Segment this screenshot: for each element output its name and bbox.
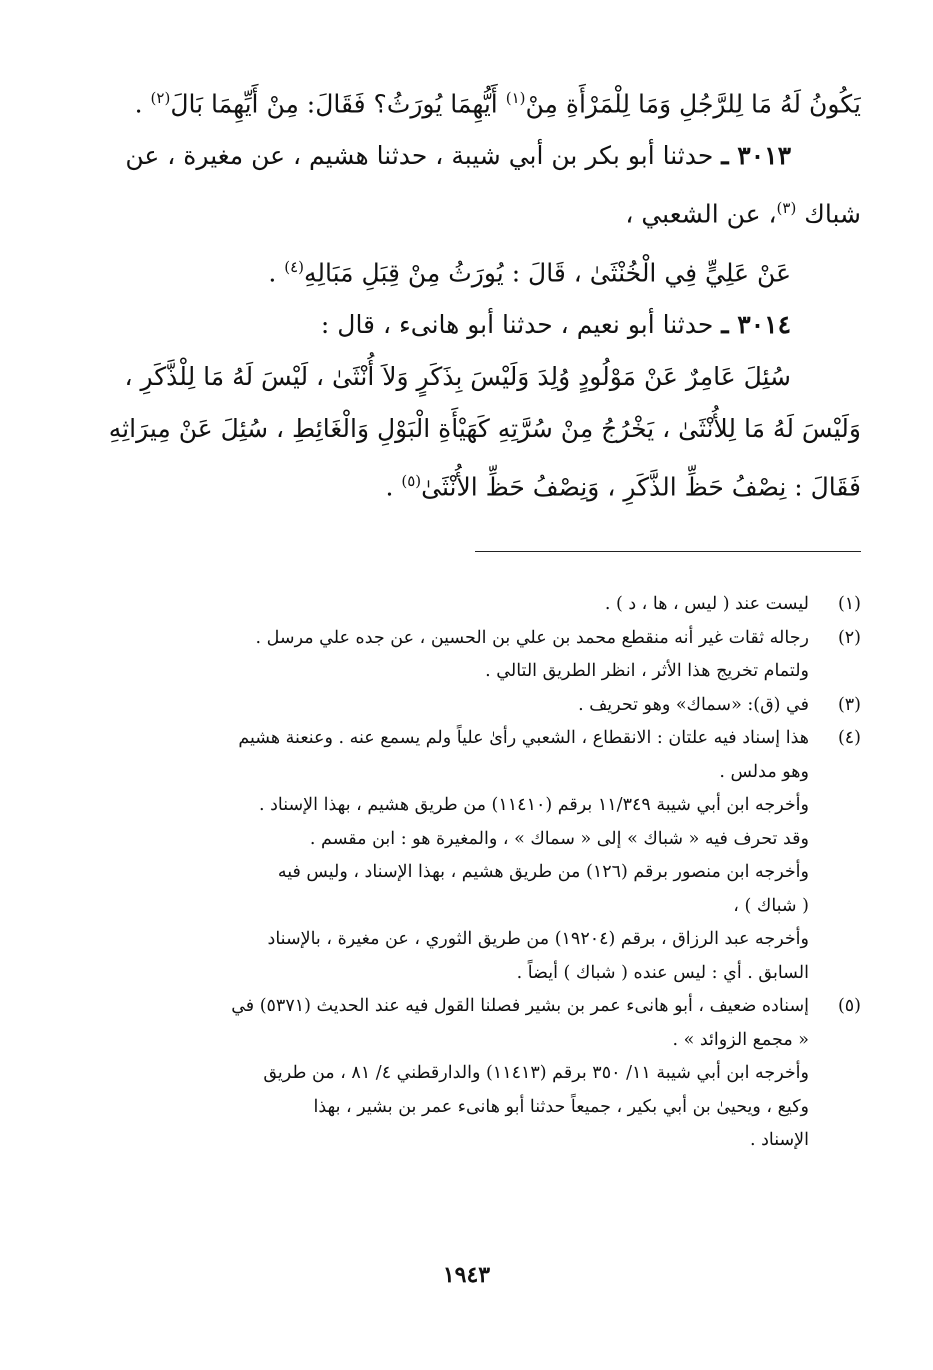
- footnote-line: رجاله ثقات غير أنه منقطع محمد بن علي بن الحسين ، عن جده علي مرسل .: [255, 627, 809, 648]
- footnote-2: [72, 622, 861, 689]
- hadith-heading-3014: [72, 299, 861, 351]
- text-line: وَلَيْسَ لَهُ مَا لِلأُنْثَىٰ ، يَخْرُجُ مِنْ سُرَّتِهِ كَهَيْأَةِ الْبَوْلِ وَالْغَائِطِ ، سُئِلَ عَنْ مِيرَاثِهِ: [108, 413, 861, 443]
- footnote-line: ولتمام تخريج هذا الأثر ، انظر الطريق التالي .: [485, 661, 809, 681]
- footnote-ref[interactable]: (٤): [284, 257, 304, 276]
- footnote-1: [72, 588, 861, 622]
- footnote-line: وهو مدلس .: [719, 761, 809, 782]
- footnote-line: ليست عند ( ليس ، ها ، د ) .: [604, 594, 809, 614]
- footnote-3: [72, 689, 861, 723]
- text-segment: أَيُّهِمَا يُورَثُ؟ فَقَالَ: مِنْ أَيِّهِمَا بَالَ: [170, 89, 506, 119]
- footnote-line: السابق . أي : ليس عنده ( شباك ) أيضاً .: [516, 962, 809, 983]
- text-segment: فَقَالَ : نِصْفُ حَظِّ الذَّكَرِ ، وَنِصْفُ حَظِّ الأُنْثَىٰ: [421, 472, 861, 502]
- footnote-5: [72, 990, 861, 1158]
- text-segment: ، عن الشعبي ،: [625, 199, 777, 229]
- footnote-number: (٢): [837, 627, 861, 648]
- text-segment: عَنْ عَلِيٍّ فِي الْخُنْثَىٰ ، قَالَ : يُورَثُ مِنْ قِبَلِ مَبَالِهِ: [304, 257, 791, 287]
- footnote-line: وقد تحرف فيه « شباك » إلى « سماك » ، والمغيرة هو : ابن مقسم .: [309, 828, 809, 849]
- footnote-line: وأخرجه ابن منصور برقم (١٢٦) من طريق هشيم ، بهذا الإسناد ، وليس فيه: [277, 862, 809, 882]
- hadith-number: ٣٠١٤ ـ: [721, 309, 791, 339]
- text-line: [72, 72, 861, 130]
- footnote-line: وأخرجه ابن أبي شيبة ١١/٣٤٩ برقم (١١٤١٠) من طريق هشيم ، بهذا الإسناد .: [258, 795, 809, 815]
- hadith-number: ٣٠١٣ ـ: [721, 141, 791, 171]
- footnote-line: في (ق): «سماك» وهو تحريف .: [578, 694, 809, 715]
- text-line: [72, 455, 861, 513]
- main-text: [72, 72, 861, 513]
- text-line: [72, 241, 861, 299]
- text-segment: شباك: [796, 199, 861, 229]
- footnote-ref[interactable]: (٥): [401, 471, 422, 490]
- footnote-ref[interactable]: (٢): [150, 89, 171, 107]
- page-number: ١٩٤٣: [442, 1262, 491, 1288]
- isnad-text: حدثنا أبو نعيم ، حدثنا أبو هانىء ، قال :: [320, 309, 722, 339]
- footnote-line: هذا إسناد فيه علتان : الانقطاع ، الشعبي رأىٰ علياً ولم يسمع عنه . وعنعنة هشيم: [238, 728, 809, 748]
- text-segment: .: [385, 472, 402, 502]
- footnote-line: الإسناد .: [749, 1130, 809, 1150]
- footnote-line: وأخرجه عبد الرزاق ، برقم (١٩٢٠٤) من طريق الثوري ، عن مغيرة ، بالإسناد: [267, 929, 809, 949]
- text-line: سُئِلَ عَامِرٌ عَنْ مَوْلُودٍ وُلِدَ وَلَيْسَ بِذَكَرٍ وَلاَ أُنْثَىٰ ، لَيْسَ لَهُ مَا لِلْذَّكَرِ ،: [124, 361, 791, 391]
- footnote-line: ( شباك ) ،: [733, 895, 809, 916]
- footnote-4: [72, 722, 861, 990]
- footnote-number: (١): [837, 594, 861, 614]
- footnote-line: إسناده ضعيف ، أبو هانىء عمر بن بشير فصلنا القول فيه عند الحديث (٥٣٧١) في: [231, 996, 809, 1016]
- footnote-line: وكيع ، ويحيىٰ بن أبي بكير ، جميعاً حدثنا أبو هانىء عمر بن بشير ، بهذا: [313, 1096, 809, 1117]
- text-segment: يَكُونُ لَهُ مَا لِلرَّجُلِ وَمَا لِلْمَرْأَةِ مِنْ: [525, 89, 861, 119]
- footnote-number: (٤): [837, 728, 861, 748]
- footnote-line: وأخرجه ابن أبي شيبة ١١/ ٣٥٠ برقم (١١٤١٣) والدارقطني ٤/ ٨١ ، من طريق: [263, 1063, 809, 1083]
- text-segment: .: [134, 89, 151, 119]
- footnote-separator: [475, 551, 861, 552]
- hadith-heading-3013: [72, 130, 861, 182]
- footnote-number: (٣): [837, 694, 861, 715]
- isnad-text: حدثنا أبو بكر بن أبي شيبة ، حدثنا هشيم ، عن مغيرة ، عن: [125, 141, 722, 171]
- footnote-line: « مجمع الزوائد » .: [672, 1029, 809, 1050]
- footnote-number: (٥): [837, 996, 861, 1016]
- text-line: [72, 182, 861, 240]
- text-segment: .: [268, 257, 285, 287]
- footnotes: [72, 588, 861, 1158]
- footnote-ref[interactable]: (١): [505, 89, 526, 107]
- footnote-ref[interactable]: (٣): [776, 199, 797, 218]
